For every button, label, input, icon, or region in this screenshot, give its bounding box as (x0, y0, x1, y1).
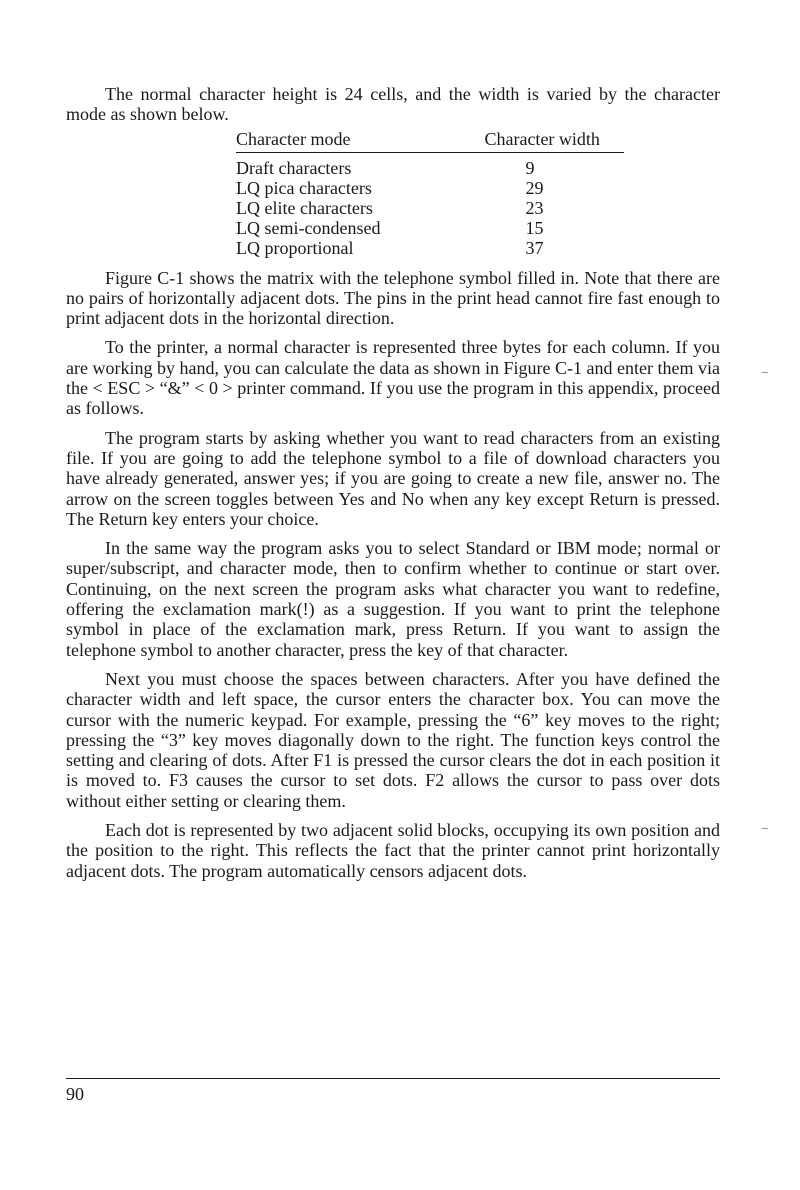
intro-paragraph: The normal character height is 24 cells, and the width is varied by the character mode as shown below. (66, 84, 720, 125)
width-cell: 37 (525, 237, 544, 258)
width-cell: 15 (525, 217, 544, 238)
page-number: 90 (66, 1084, 84, 1104)
page-body (66, 84, 720, 881)
mode-cell: LQ proportional (236, 237, 354, 258)
mode-cell: Draft characters (236, 157, 352, 178)
column-header-mode: Character mode (236, 129, 380, 153)
margin-mark (762, 372, 768, 373)
width-cell: 29 (525, 177, 544, 198)
mode-cell: LQ pica characters (236, 177, 372, 198)
paragraph-mode-select: In the same way the program asks you to select Standard or IBM mode; normal or super/subscript, and character mode, then to confirm whether to continue or start over. Continuing, on the next screen the program asks what character you want to redefine, offering the exclamation mark(!) as a suggestion. If you want to print the telephone symbol in place of the exclamation mark, press Return. If you want to assign the telephone symbol to another character, press the key of that character. (66, 538, 720, 660)
paragraph-figure-c1: Figure C-1 shows the matrix with the telephone symbol filled in. Note that there are no pairs of horizontally adjacent dots. The pins in the print head cannot fire fast enough to print adjacent dots in the horizontal direction. (66, 267, 720, 329)
width-cell: 23 (525, 197, 544, 218)
mode-cell: LQ elite characters (236, 197, 373, 218)
column-header-width: Character width (380, 129, 623, 153)
character-width-table (236, 129, 624, 258)
table-row (236, 238, 624, 258)
margin-mark (762, 828, 768, 829)
paragraph-printer-bytes: To the printer, a normal character is represented three bytes for each column. If you are working by hand, you can calculate the data as shown in Figure C-1 and enter them via the < ESC > “&” < 0 > printer command. If you use the program in this appendix, proceed as follows. (66, 337, 720, 419)
mode-cell: LQ semi-condensed (236, 217, 381, 238)
width-cell: 9 (525, 157, 535, 178)
paragraph-program-start: The program starts by asking whether you want to read characters from an existing file. If you are going to add the telephone symbol to a file of download characters you have already generated, answer yes; if you are going to create a new file, answer no. The arrow on the screen toggles between Yes and No when any key except Return is pressed. The Return key enters your choice. (66, 427, 720, 529)
table-row (236, 178, 624, 198)
table-row (236, 152, 624, 178)
table-row (236, 198, 624, 218)
paragraph-dot-blocks: Each dot is represented by two adjacent solid blocks, occupying its own position and the position to the right. This reflects the fact that the printer cannot print horizontally adjacent dots. The program automatically censors adjacent dots. (66, 820, 720, 881)
footer-rule (66, 1078, 720, 1079)
table-row (236, 218, 624, 238)
paragraph-cursor-keys: Next you must choose the spaces between characters. After you have defined the character width and left space, the cursor enters the character box. You can move the cursor with the numeric keypad. For example, pressing the “6” key moves to the right; pressing the “3” key moves diagonally down to the right. The function keys control the setting and clearing of dots. After F1 is pressed the cursor clears the dot in each position it is moved to. F3 causes the cursor to set dots. F2 allows the cursor to pass over dots without either setting or clearing them. (66, 668, 720, 811)
